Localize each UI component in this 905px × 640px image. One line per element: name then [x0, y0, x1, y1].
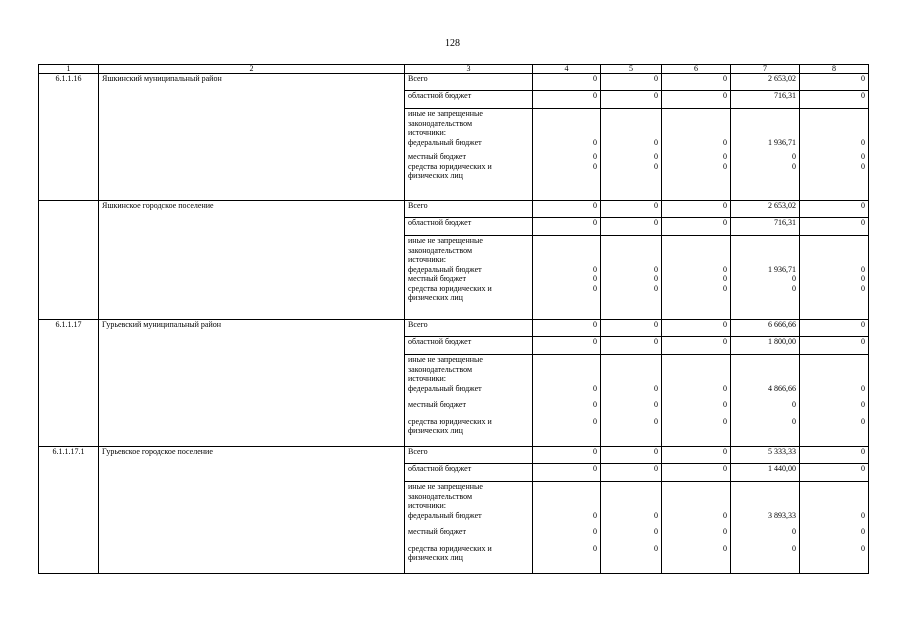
page-number: 128: [445, 38, 460, 49]
table-cell: 0: [601, 74, 662, 91]
table-cell-group: [662, 355, 731, 447]
table-cell: 0: [654, 543, 658, 553]
table-cell: 0: [654, 161, 658, 171]
table-cell: 0: [593, 527, 597, 536]
table-cell: 0: [654, 400, 658, 409]
source-label: иные не запрещенные: [408, 109, 483, 118]
source-label: законодательством: [408, 364, 473, 374]
table-cell: 0: [792, 152, 796, 161]
source-label: областной бюджет: [405, 337, 533, 355]
table-cell: 0: [723, 527, 727, 536]
row-code: 6.1.1.16: [39, 74, 99, 201]
table-cell: 0: [533, 447, 601, 464]
source-label: областной бюджет: [405, 218, 533, 236]
table-cell: 0: [593, 152, 597, 161]
table-cell: 0: [533, 201, 601, 218]
table-cell: 0: [800, 464, 869, 482]
table-cell: 0: [662, 447, 731, 464]
table-cell: 1 936,71: [768, 264, 796, 274]
table-cell: 0: [533, 74, 601, 91]
table-cell: 0: [792, 161, 796, 171]
table-cell: 0: [861, 137, 865, 147]
column-number: 2: [99, 65, 405, 74]
table-cell: 1 936,71: [768, 137, 796, 147]
source-label: местный бюджет: [408, 274, 466, 283]
table-cell-group: [533, 482, 601, 574]
table-cell: 0: [861, 543, 865, 553]
table-cell: 0: [723, 416, 727, 426]
table-cell: 0: [601, 464, 662, 482]
table-cell-group: [601, 482, 662, 574]
table-cell: 0: [723, 400, 727, 409]
table-cell: 0: [800, 91, 869, 109]
table-cell: 0: [601, 218, 662, 236]
table-cell: 0: [593, 400, 597, 409]
table-cell-group: [731, 355, 800, 447]
table-cell: 0: [654, 264, 658, 274]
table-cell: 0: [792, 274, 796, 283]
table-cell-group: [533, 109, 601, 201]
source-label: средства юридических и: [408, 161, 492, 171]
source-label: областной бюджет: [405, 91, 533, 109]
table-cell-group: [800, 482, 869, 574]
table-cell: 6 666,66: [731, 320, 800, 337]
source-label: законодательством: [408, 491, 473, 501]
table-cell: 0: [800, 447, 869, 464]
source-label: местный бюджет: [408, 152, 466, 161]
table-cell: 716,31: [731, 218, 800, 236]
table-cell: 0: [533, 337, 601, 355]
table-cell: 0: [723, 543, 727, 553]
source-label: Всего: [405, 201, 533, 218]
table-cell: 0: [662, 218, 731, 236]
source-label: средства юридических и: [408, 416, 492, 426]
table-cell: 0: [792, 400, 796, 409]
row-code: 6.1.1.17: [39, 320, 99, 447]
table-cell: 0: [792, 543, 796, 553]
table-cell: 0: [662, 74, 731, 91]
column-number-row: [39, 65, 869, 74]
table-cell: 0: [861, 416, 865, 426]
row-name: Яшкинское городское поселение: [99, 201, 405, 320]
table-cell-group: [800, 109, 869, 201]
table-cell: 0: [861, 283, 865, 293]
table-cell: 0: [800, 74, 869, 91]
table-cell: 0: [654, 510, 658, 520]
table-cell: 0: [601, 447, 662, 464]
column-number: 8: [800, 65, 869, 74]
table-cell: 0: [593, 543, 597, 553]
table-cell: 0: [800, 201, 869, 218]
source-label: федеральный бюджет: [408, 383, 482, 393]
other-sources-cell: [405, 355, 533, 447]
other-sources-cell: [405, 236, 533, 320]
column-number: 4: [533, 65, 601, 74]
row-name: Гурьевское городское поселение: [99, 447, 405, 574]
table-cell: 0: [861, 400, 865, 409]
table-cell: 4 866,66: [768, 383, 796, 393]
table-cell: 0: [593, 510, 597, 520]
table-cell: 0: [861, 527, 865, 536]
source-label: Всего: [405, 74, 533, 91]
source-label: физических лиц: [408, 426, 463, 435]
table-cell: 0: [662, 91, 731, 109]
table-cell: 0: [723, 137, 727, 147]
table-cell: 0: [533, 320, 601, 337]
table-cell: 0: [533, 91, 601, 109]
table-cell: 0: [601, 91, 662, 109]
table-row: [39, 201, 869, 218]
table-cell: 0: [593, 264, 597, 274]
table-cell-group: [533, 355, 601, 447]
table-cell-group: [601, 236, 662, 320]
table-cell: 0: [861, 510, 865, 520]
table-cell: 0: [662, 201, 731, 218]
table-cell: 0: [654, 416, 658, 426]
source-label: местный бюджет: [408, 527, 466, 536]
table-cell: 0: [654, 152, 658, 161]
table-cell: 0: [533, 218, 601, 236]
column-number: 7: [731, 65, 800, 74]
column-number: 1: [39, 65, 99, 74]
table-cell: 0: [601, 320, 662, 337]
table-cell-group: [601, 355, 662, 447]
source-label: источники:: [408, 374, 446, 383]
source-label: областной бюджет: [405, 464, 533, 482]
table-row: [39, 447, 869, 464]
table-cell: 5 333,33: [731, 447, 800, 464]
source-label: местный бюджет: [408, 400, 466, 409]
table-cell: 0: [800, 320, 869, 337]
table-cell: 0: [723, 274, 727, 283]
table-cell-group: [662, 109, 731, 201]
table-cell: 0: [723, 510, 727, 520]
column-number: 5: [601, 65, 662, 74]
source-label: законодательством: [408, 118, 473, 128]
column-number: 6: [662, 65, 731, 74]
table-cell: 0: [654, 283, 658, 293]
table-cell: 0: [593, 161, 597, 171]
table-cell: 0: [601, 337, 662, 355]
table-cell: 0: [654, 137, 658, 147]
table-cell-group: [601, 109, 662, 201]
table-cell: 0: [662, 320, 731, 337]
source-label: законодательством: [408, 245, 473, 255]
table-cell-group: [731, 109, 800, 201]
table-cell: 0: [861, 161, 865, 171]
source-label: физических лиц: [408, 553, 463, 562]
source-label: иные не запрещенные: [408, 236, 483, 245]
table-cell-group: [731, 482, 800, 574]
table-cell-group: [800, 355, 869, 447]
row-code: 6.1.1.17.1: [39, 447, 99, 574]
source-label: источники:: [408, 128, 446, 137]
table-cell-group: [731, 236, 800, 320]
table-row: [39, 74, 869, 91]
table-cell: 0: [593, 383, 597, 393]
source-label: федеральный бюджет: [408, 137, 482, 147]
table-cell: 0: [662, 464, 731, 482]
table-cell: 0: [861, 383, 865, 393]
source-label: Всего: [405, 447, 533, 464]
other-sources-cell: [405, 482, 533, 574]
table-cell: 0: [861, 264, 865, 274]
table-cell: 716,31: [731, 91, 800, 109]
source-label: источники:: [408, 501, 446, 510]
table-cell: 0: [593, 416, 597, 426]
row-name: Гурьевский муниципальный район: [99, 320, 405, 447]
row-code: [39, 201, 99, 320]
table-cell: 0: [533, 464, 601, 482]
table-cell: 0: [800, 218, 869, 236]
table-cell: 0: [792, 527, 796, 536]
table-cell-group: [662, 236, 731, 320]
table-cell: 0: [792, 416, 796, 426]
source-label: Всего: [405, 320, 533, 337]
table-cell-group: [800, 236, 869, 320]
table-cell: 0: [861, 152, 865, 161]
table-cell-group: [533, 236, 601, 320]
source-label: иные не запрещенные: [408, 355, 483, 364]
table-cell: 2 653,02: [731, 201, 800, 218]
table-cell: 0: [593, 137, 597, 147]
table-cell-group: [662, 482, 731, 574]
source-label: источники:: [408, 255, 446, 264]
budget-table: [38, 64, 869, 574]
source-label: федеральный бюджет: [408, 510, 482, 520]
source-label: иные не запрещенные: [408, 482, 483, 491]
source-label: физических лиц: [408, 171, 463, 180]
table-cell: 0: [723, 161, 727, 171]
table-cell: 2 653,02: [731, 74, 800, 91]
table-cell: 0: [792, 283, 796, 293]
table-cell: 0: [723, 152, 727, 161]
table-cell: 1 440,00: [731, 464, 800, 482]
table-cell: 1 800,00: [731, 337, 800, 355]
source-label: федеральный бюджет: [408, 264, 482, 274]
other-sources-cell: [405, 109, 533, 201]
source-label: средства юридических и: [408, 283, 492, 293]
table-cell: 0: [654, 527, 658, 536]
table-cell: 0: [654, 383, 658, 393]
table-cell: 3 893,33: [768, 510, 796, 520]
table-cell: 0: [593, 274, 597, 283]
table-cell: 0: [723, 264, 727, 274]
source-label: физических лиц: [408, 293, 463, 302]
row-name: Яшкинский муниципальный район: [99, 74, 405, 201]
table-cell: 0: [593, 283, 597, 293]
table-cell: 0: [723, 383, 727, 393]
table-cell: 0: [662, 337, 731, 355]
table-cell: 0: [654, 274, 658, 283]
table-cell: 0: [800, 337, 869, 355]
table-row: [39, 320, 869, 337]
table-cell: 0: [601, 201, 662, 218]
table-cell: 0: [861, 274, 865, 283]
table-cell: 0: [723, 283, 727, 293]
source-label: средства юридических и: [408, 543, 492, 553]
column-number: 3: [405, 65, 533, 74]
